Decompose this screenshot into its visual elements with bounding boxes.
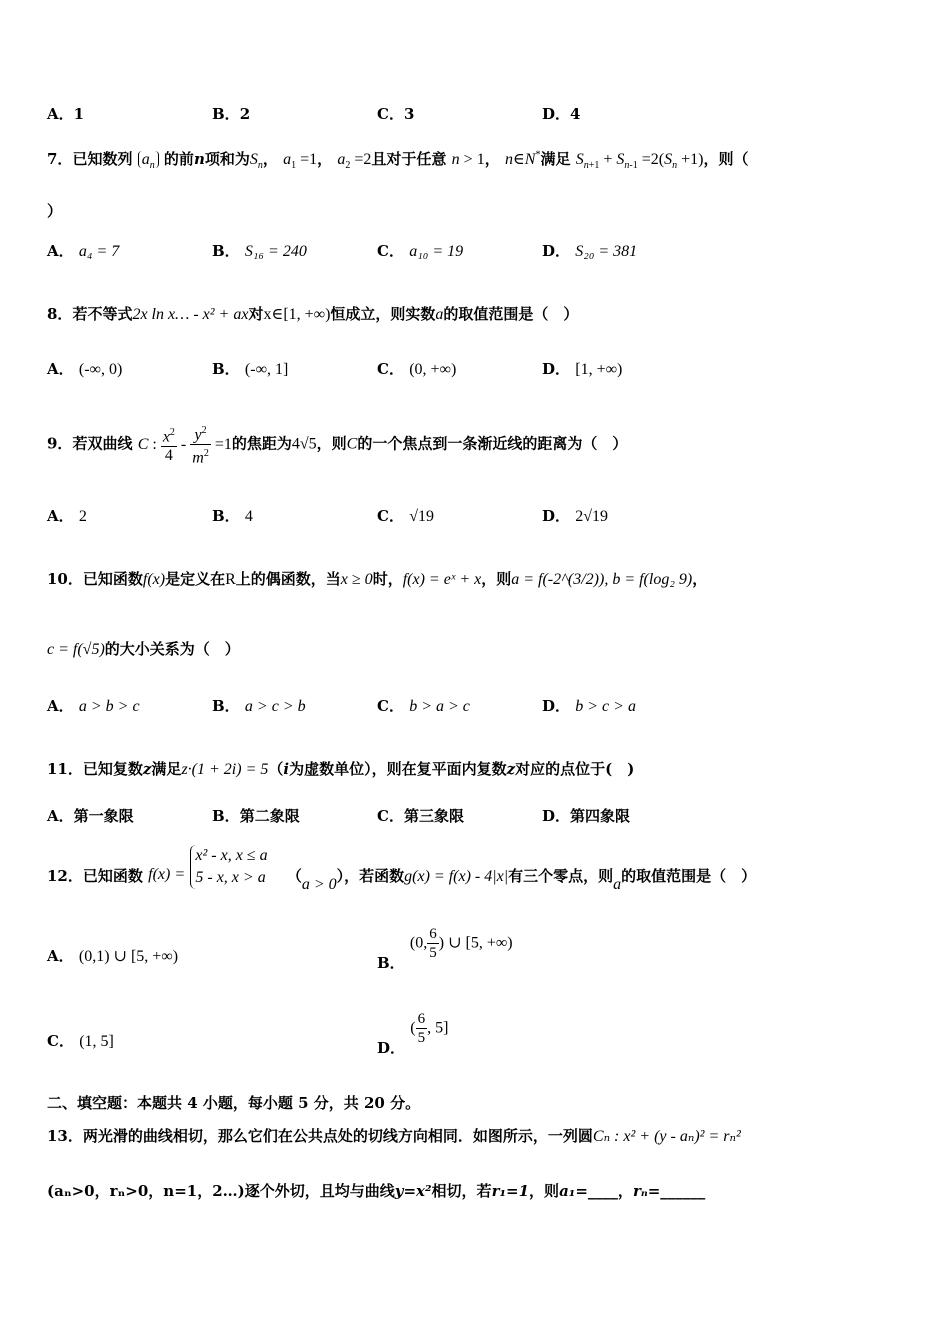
option-expr: (-∞, 0): [78, 361, 123, 378]
question-7-close: [47, 200, 910, 221]
q10-option-a[interactable]: [47, 695, 140, 716]
q9-option-a[interactable]: [47, 505, 87, 526]
function-g: g(x) = f(x) - 4|x|: [404, 868, 509, 885]
piecewise: [190, 845, 267, 889]
question-number: 8．: [47, 305, 73, 323]
sequence-a: $a_n$: [138, 151, 159, 168]
option-letter: C．: [377, 697, 404, 715]
option-expr: a > b > c: [78, 698, 140, 715]
option-expr-pre: (0,: [409, 934, 428, 952]
abc-definitions: a = f(-2^(3/2)), b = f(log₂ 9): [511, 571, 693, 588]
definition: f(x) = eˣ + x: [402, 571, 482, 588]
text: (aₙ>0，rₙ>0，n=1，2…)逐个外切，且均与曲线: [47, 1182, 395, 1200]
q9-option-c[interactable]: [377, 505, 434, 526]
option-text: 第一象限: [73, 807, 134, 825]
option-expr: [1, +∞): [575, 361, 623, 378]
text: 的一个焦点到一条渐近线的距离为（ ）: [357, 434, 628, 453]
option-expr: a₁₀ = 19: [409, 243, 464, 260]
q11-option-d[interactable]: [542, 805, 630, 826]
option-expr: S₁₆ = 240: [244, 243, 307, 260]
option-letter: A．: [47, 105, 74, 123]
section-2-heading: 二、填空题：本题共 4 小题，每小题 5 分，共 20 分。: [47, 1094, 421, 1112]
text: 满足: [540, 150, 571, 168]
q6-option-a[interactable]: [47, 103, 84, 124]
option-letter: C．: [377, 360, 404, 378]
option-expr: b > c > a: [575, 698, 636, 715]
q12-option-b[interactable]: [377, 925, 513, 972]
q6-option-b[interactable]: [212, 103, 250, 124]
text: 两光滑的曲线相切，那么它们在公共点处的切线方向相同．如图所示，一列圆: [82, 1127, 593, 1145]
text: 为虚数单位），则在复平面内复数: [289, 760, 507, 778]
option-expr: √19: [409, 508, 434, 525]
option-letter: B．: [212, 360, 240, 378]
text: ，: [484, 150, 500, 168]
text: 的取值范围是（ ）: [621, 867, 757, 885]
option-expr: (1, 5]: [79, 1033, 114, 1050]
option-letter: B．: [212, 105, 240, 123]
text: 对: [248, 305, 264, 323]
option-text: 第二象限: [239, 807, 300, 825]
question-13: [47, 1125, 910, 1146]
q9-option-b[interactable]: [212, 505, 253, 526]
option-letter: C．: [377, 105, 404, 123]
var-a: a: [435, 306, 444, 323]
option-letter: B．: [212, 507, 240, 525]
recurrence: $S_{n+1} + S_{n-1} =2(S_n +1)$: [575, 151, 704, 172]
option-letter: D．: [542, 242, 571, 260]
var-n: n: [193, 150, 205, 168]
text: 满足: [151, 760, 182, 778]
text: ，: [617, 1182, 633, 1200]
hyperbola-eq: C : $\frac{x^2}{4}$ - $\frac{y^2}{m^2}$ =1: [138, 436, 232, 453]
text: ，则: [316, 434, 347, 453]
q10-option-b[interactable]: [212, 695, 306, 716]
option-letter: A．: [47, 947, 74, 965]
option-letter: D．: [542, 697, 571, 715]
question-number: 13．: [47, 1127, 83, 1145]
question-12: [47, 845, 910, 893]
condition: x ≥ 0: [340, 571, 373, 588]
option-letter: D．: [542, 105, 571, 123]
q11-option-c[interactable]: [377, 805, 464, 826]
option-letter: C．: [377, 242, 404, 260]
question-number: 12．: [47, 867, 83, 885]
var-i: i: [283, 760, 290, 778]
question-7: [47, 148, 910, 171]
text: 的取值范围是（ ）: [443, 305, 579, 323]
option-letter: B．: [212, 242, 240, 260]
q12-option-d[interactable]: [377, 1010, 449, 1057]
option-letter: D．: [542, 807, 571, 825]
numerator: 6: [429, 926, 437, 942]
option-expr: b > a > c: [409, 698, 470, 715]
option-expr: (0,1) ∪ [5, +∞): [78, 948, 179, 965]
option-expr: (0, +∞): [409, 361, 457, 378]
option-text: 2: [239, 105, 251, 123]
function-f: f(x): [142, 571, 166, 588]
text: 若不等式: [72, 305, 133, 323]
question-number: 11．: [47, 760, 83, 778]
option-expr: 4: [244, 508, 253, 525]
text: 有三个零点，则: [508, 867, 614, 885]
option-letter: A．: [47, 242, 74, 260]
question-number: 7．: [47, 150, 73, 168]
denominator: 5: [429, 945, 437, 961]
a1-value: $a_1 =1$: [283, 151, 318, 172]
text: 且对于任意: [371, 150, 447, 168]
text: ），若函数: [336, 867, 405, 885]
case-1: x² - x, x ≤ a: [195, 847, 268, 864]
option-expr: 2: [78, 508, 87, 525]
text: 已知数列: [72, 150, 133, 168]
text: ，则（: [703, 150, 749, 168]
var-a: a: [613, 876, 622, 893]
question-number: 9．: [47, 434, 73, 453]
option-letter: A．: [47, 507, 74, 525]
text: 上的偶函数，当: [235, 570, 341, 588]
c-definition: c = f(√5): [47, 641, 105, 658]
option-text: 3: [403, 105, 415, 123]
question-11: [47, 758, 910, 779]
text: 的焦距为: [231, 434, 292, 453]
option-text: 第四象限: [570, 807, 631, 825]
answer-blank-rn[interactable]: ______: [660, 1182, 706, 1200]
text: 已知函数: [82, 867, 143, 885]
condition: a > 0: [301, 876, 337, 893]
case-2: 5 - x, x > a: [195, 869, 266, 886]
q8-option-c[interactable]: [377, 358, 456, 379]
option-expr: 2√19: [575, 508, 609, 525]
text: 的大小关系为（ ）: [104, 640, 240, 658]
text: 恒成立，则实数: [330, 305, 436, 323]
equation: z·(1 + 2i) = 5: [181, 761, 269, 778]
q7-option-b[interactable]: [212, 240, 307, 261]
text: （: [268, 760, 284, 778]
n-gt-1: n > 1: [451, 151, 485, 168]
q10-option-d[interactable]: [542, 695, 636, 716]
question-10-cont: [47, 638, 910, 659]
r1-value: r₁=1: [491, 1182, 530, 1200]
question-8: [47, 303, 910, 324]
denominator: 5: [417, 1030, 426, 1046]
q10-option-c[interactable]: [377, 695, 470, 716]
question-10: [47, 568, 910, 589]
q11-option-a[interactable]: [47, 805, 134, 826]
fraction: [416, 1010, 428, 1047]
rn-label: rₙ=: [632, 1182, 661, 1200]
q12-option-c[interactable]: [47, 1030, 114, 1051]
option-letter: C．: [377, 807, 404, 825]
option-expr-post: , 5]: [427, 1019, 449, 1037]
inequality: 2x ln x… - x² + ax: [132, 306, 249, 323]
q6-option-c[interactable]: [377, 103, 414, 124]
q11-option-b[interactable]: [212, 805, 300, 826]
fraction: [427, 925, 439, 962]
q7-option-c[interactable]: [377, 240, 463, 261]
text: 项和为: [204, 150, 250, 168]
option-expr-post: ) ∪ [5, +∞): [438, 934, 513, 952]
sum-s: $S_n$: [249, 151, 263, 172]
text: ）: [47, 202, 63, 220]
focal-distance: 4√5: [291, 435, 317, 453]
option-expr: (-∞, 1]: [244, 361, 289, 378]
q7-option-a[interactable]: [47, 240, 119, 261]
question-9: [47, 422, 910, 468]
function-f: f(x) =: [148, 866, 186, 883]
option-text: 1: [73, 105, 85, 123]
q8-option-a[interactable]: [47, 358, 122, 379]
text: 若双曲线: [72, 434, 133, 453]
option-letter: A．: [47, 360, 74, 378]
text: 的前: [163, 150, 194, 168]
q6-option-d[interactable]: [542, 103, 580, 124]
option-expr: S₂₀ = 381: [575, 243, 638, 260]
question-number: 10．: [47, 570, 83, 588]
option-expr: a > c > b: [244, 698, 306, 715]
question-13-cont: [47, 1180, 910, 1201]
a1-label: a₁=: [559, 1182, 588, 1200]
option-letter: D．: [377, 1038, 406, 1057]
option-letter: B．: [212, 807, 240, 825]
text: 是定义在: [165, 570, 226, 588]
text: ，则: [529, 1182, 560, 1200]
q8-option-d[interactable]: [542, 358, 622, 379]
text: 相切，若: [431, 1182, 492, 1200]
text: 已知复数: [82, 760, 143, 778]
var-c: C: [346, 435, 358, 453]
option-expr-pre: (: [410, 1019, 416, 1037]
option-letter: D．: [542, 507, 571, 525]
option-letter: C．: [47, 1032, 74, 1050]
text: （: [286, 867, 302, 885]
option-letter: B．: [377, 953, 405, 972]
option-text: 第三象限: [403, 807, 464, 825]
option-letter: C．: [377, 507, 404, 525]
q12-prefix: [47, 867, 143, 885]
q12-option-a[interactable]: [47, 945, 178, 966]
answer-blank-a1[interactable]: ____: [587, 1182, 618, 1200]
numerator: 6: [417, 1011, 426, 1027]
curve: y=x²: [394, 1182, 432, 1200]
q8-option-b[interactable]: [212, 358, 288, 379]
option-letter: B．: [212, 697, 240, 715]
a2-value: $a_2 =2$: [337, 151, 372, 172]
text: ，: [262, 150, 278, 168]
text: ，则: [481, 570, 512, 588]
n-in-n: n∈N*: [504, 149, 541, 168]
option-expr: a₄ = 7: [78, 243, 120, 260]
text: 对应的点位于( ): [515, 760, 635, 778]
text: 时，: [372, 570, 403, 588]
var-z: z: [142, 760, 152, 778]
q7-option-d[interactable]: [542, 240, 637, 261]
real-set: R: [225, 571, 236, 588]
q9-option-d[interactable]: [542, 505, 608, 526]
domain: x∈[1, +∞): [263, 306, 331, 323]
option-text: 4: [570, 105, 581, 123]
option-letter: D．: [542, 360, 571, 378]
text: ，: [692, 570, 708, 588]
option-letter: A．: [47, 807, 74, 825]
text: ，: [317, 150, 333, 168]
var-z: z: [506, 760, 516, 778]
circle-equation: Cₙ : x² + (y - aₙ)² = rₙ²: [592, 1128, 741, 1145]
option-letter: A．: [47, 697, 74, 715]
text: 已知函数: [82, 570, 143, 588]
